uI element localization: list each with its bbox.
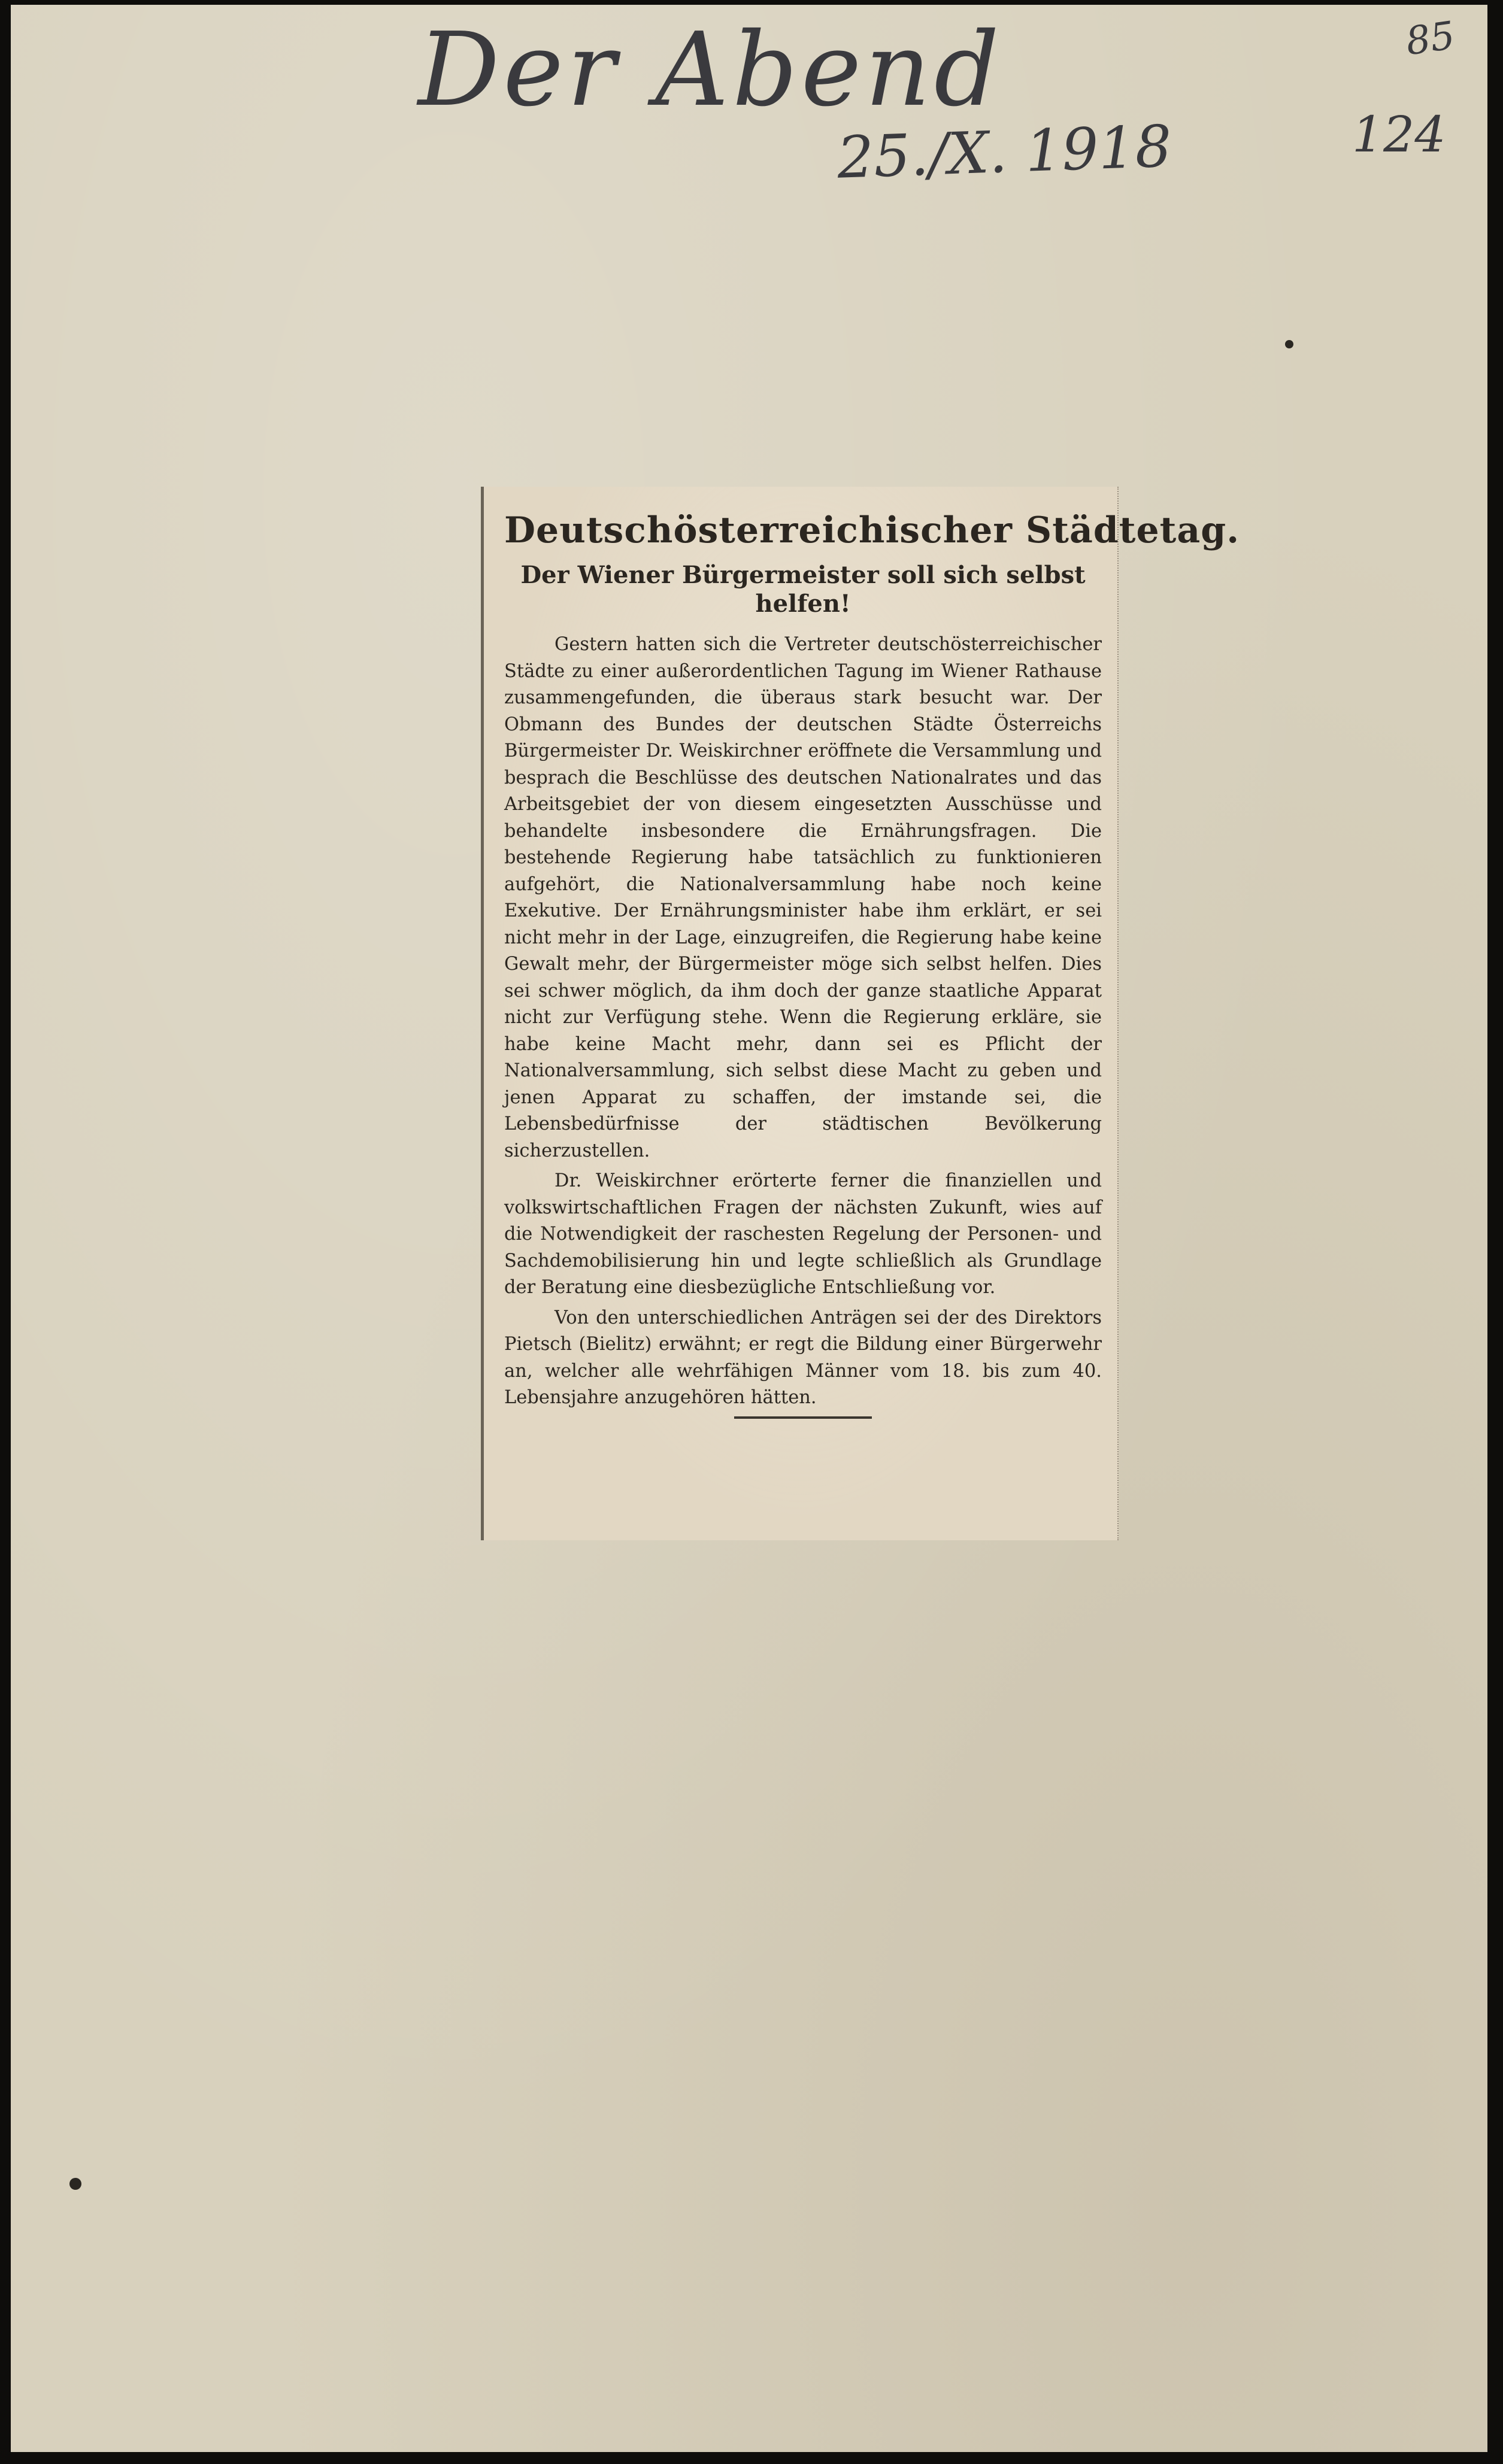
handwritten-corner-mark: 85 <box>1403 13 1458 65</box>
clipping-subheadline: Der Wiener Bürgermeister soll sich selbst helfen! <box>520 561 1086 618</box>
clipping-paragraph: Dr. Weiskirchner erörterte ferner die finanziellen und volkswirtschaftlichen Fragen der nächsten Zukunft, wies auf die Notwendigkeit der raschesten Regelung der Personen- und Sachdemobilisierung hin und legte schließlich als Grundlage der Beratung eine diesbezügliche Entschließung vor. <box>504 1170 1102 1298</box>
archive-sheet <box>11 5 1487 2452</box>
clipping-headline: Deutschösterreichischer Städtetag. <box>504 509 1240 551</box>
handwritten-source-note: Der Abend <box>418 11 1003 129</box>
clipping-paragraph: Gestern hatten sich die Vertreter deutschösterreichischer Städte zu einer außerordentlichen Tagung im Wiener Rathause zusammengefunden, die überaus stark besucht war. Der Obmann des Bundes der deutschen Städte Österreichs Bürgermeister Dr. Weiskirchner eröffnete die Versammlung und besprach die Beschlüsse des deutschen Nationalrates und das Arbeitsgebiet der von diesem eingesetzten Ausschüsse und behandelte insbesondere die Ernährungsfragen. Die bestehende Regierung habe tatsächlich zu funktionieren aufgehört, die Nationalversammlung habe noch keine Exekutive. Der Ernährungsminister habe ihm erklärt, er sei nicht mehr in der Lage, einzugreifen, die Regierung habe keine Gewalt mehr, der Bürgermeister möge sich selbst helfen. Dies sei schwer möglich, da ihm doch der ganze staatliche Apparat nicht zur Verfügung stehe. Wenn die Regierung erkläre, sie habe keine Macht mehr, dann sei es Pflicht der Nationalversammlung, sich selbst diese Macht zu geben und jenen Apparat zu schaffen, der imstande sei, die Lebensbedürfnisse der städtischen Bevölkerung sicherzustellen. <box>504 634 1102 1161</box>
clipping-paragraph: Von den unterschiedlichen Anträgen sei der des Direktors Pietsch (Bielitz) erwähnt; er regt die Bildung einer Bürgerwehr an, welcher alle wehrfähigen Männer vom 18. bis zum 40. Lebensjahre anzugehören hätten. <box>504 1307 1102 1408</box>
clipping-end-rule <box>734 1416 872 1419</box>
handwritten-folio-number: 124 <box>1352 107 1446 163</box>
handwritten-date-note: 25./X. 1918 <box>836 113 1173 192</box>
punch-hole-mark <box>69 2178 81 2190</box>
paper-speck <box>1285 340 1293 348</box>
newspaper-clipping <box>481 487 1240 1540</box>
